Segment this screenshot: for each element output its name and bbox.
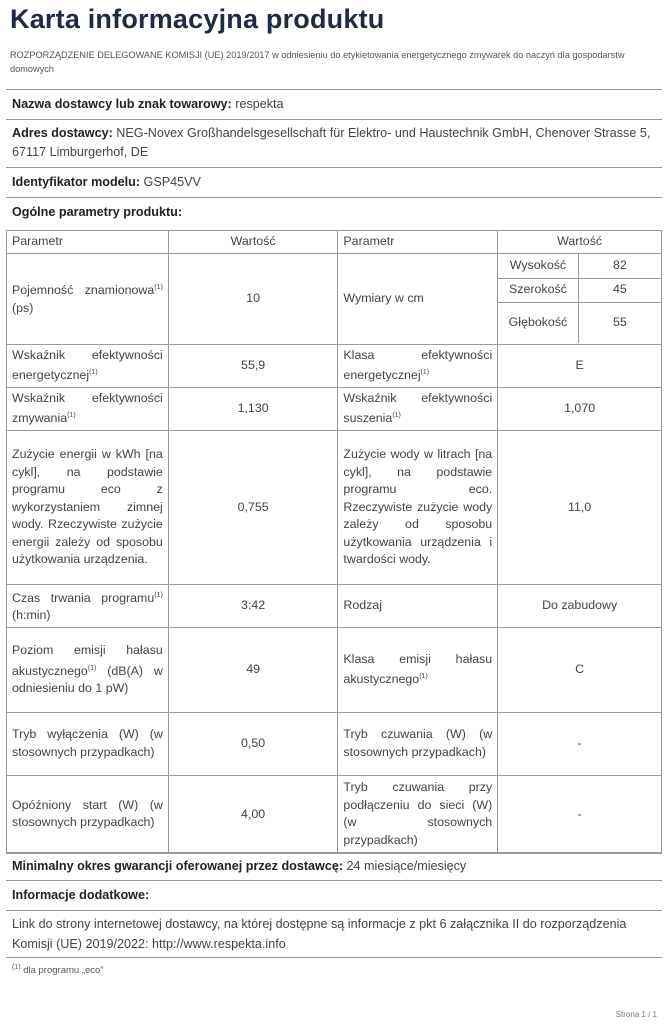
header-value-2: Wartość (498, 231, 662, 254)
delay-value: 4,00 (168, 775, 338, 853)
additional-text: Link do strony internetowej dostawcy, na której dostępne są informacje z pkt 6 załącznika II do rozporządzenia Komisji (UE) 2019/2022: (12, 917, 627, 951)
table-row (7, 627, 662, 712)
warranty-label: Minimalny okres gwarancji oferowanej przez dostawcę: (12, 859, 344, 873)
width-value: 45 (578, 278, 661, 302)
dimensions-table (498, 254, 661, 343)
additional-row (6, 880, 662, 910)
off-mode-value: 0,50 (168, 712, 338, 775)
eei-value: 55,9 (168, 344, 338, 387)
cleaning-label: Wskaźnik efektywności zmywania$^{(1)}$ (7, 387, 169, 430)
duration-label: Czas trwania programu$^{(1)}$ (h:min) (7, 584, 169, 627)
header-param-1: Parametr (7, 231, 169, 254)
dimensions-cell (498, 253, 662, 344)
website-link[interactable]: http://www.respekta.info (152, 937, 286, 951)
energy-class-label: Klasa efektywności energetycznej$^{(1)}$ (338, 344, 498, 387)
table-row (7, 775, 662, 853)
table-header-row (7, 231, 662, 254)
footnote (12, 964, 103, 976)
noise-class-label: Klasa emisji hałasu akustycznego$^{(1)}$ (338, 627, 498, 712)
table-row (7, 387, 662, 430)
capacity-value: 10 (168, 253, 338, 344)
footnote-marker: (1) (12, 964, 21, 971)
network-standby-value: - (498, 775, 662, 853)
energy-use-label: Zużycie energii w kWh [na cykl], na podstawie programu eco z wykorzystaniem zimnej wody. Rzeczywiste zużycie energii zależy od sposobu użytkowania urządzenia. (7, 430, 169, 584)
delay-label: Opóźniony start (W) (w stosownych przypadkach) (7, 775, 169, 853)
type-value: Do zabudowy (498, 584, 662, 627)
warranty-value: 24 miesiące/miesięcy (346, 859, 467, 873)
regulation-text: ROZPORZĄDZENIE DELEGOWANE KOMISJI (UE) 2019/2017 w odniesieniu do etykietowania energetycznego zmywarek do naczyń dla gospodarstw domowych (10, 50, 625, 74)
depth-value: 55 (578, 302, 661, 343)
energy-class-value: E (498, 344, 662, 387)
water-use-value: 11,0 (498, 430, 662, 584)
standby-label: Tryb czuwania (W) (w stosownych przypadkach) (338, 712, 498, 775)
supplier-value: respekta (235, 97, 284, 111)
eei-label: Wskaźnik efektywności energetycznej$^{(1)}$ (7, 344, 169, 387)
type-label: Rodzaj (338, 584, 498, 627)
table-row (7, 712, 662, 775)
additional-label: Informacje dodatkowe: (12, 888, 150, 902)
noise-value: 49 (168, 627, 338, 712)
additional-text-row (6, 910, 662, 958)
table-row (7, 344, 662, 387)
footnote-text: dla programu „eco” (23, 965, 104, 977)
noise-class-value: C (498, 627, 662, 712)
standby-value: - (498, 712, 662, 775)
drying-label: Wskaźnik efektywności suszenia$^{(1)}$ (338, 387, 498, 430)
parameters-table (6, 230, 662, 854)
network-standby-label: Tryb czuwania przy podłączeniu do sieci (W) (w stosownych przypadkach) (338, 775, 498, 853)
water-use-label: Zużycie wody w litrach [na cykl], na podstawie programu eco. Rzeczywiste zużycie wody zależy od sposobu użytkowania urządzenia i twardości wody. (338, 430, 498, 584)
capacity-label: Pojemność znamionowa$^{(1)}$ (ps) (7, 253, 169, 344)
header-param-2: Parametr (338, 231, 498, 254)
width-label: Szerokość (498, 278, 578, 302)
cleaning-value: 1,130 (168, 387, 338, 430)
page-title: Karta informacyjna produktu (10, 4, 385, 34)
drying-value: 1,070 (498, 387, 662, 430)
page-number: Strona 1 / 1 (615, 1010, 657, 1019)
supplier-label: Nazwa dostawcy lub znak towarowy: (12, 97, 232, 111)
address-row (6, 119, 662, 167)
noise-label: Poziom emisji hałasu akustycznego$^{(1)}$ (dB(A) w odniesieniu do 1 pW) (7, 627, 169, 712)
dimensions-label: Wymiary w cm (338, 253, 498, 344)
general-row (6, 197, 662, 230)
warranty-row (6, 852, 662, 880)
energy-use-value: 0,755 (168, 430, 338, 584)
general-label: Ogólne parametry produktu: (12, 205, 183, 219)
table-row (7, 584, 662, 627)
table-row (7, 430, 662, 584)
off-mode-label: Tryb wyłączenia (W) (w stosownych przypadkach) (7, 712, 169, 775)
model-value: GSP45VV (143, 175, 201, 189)
height-label: Wysokość (498, 254, 578, 278)
height-value: 82 (578, 254, 661, 278)
header-value-1: Wartość (168, 231, 338, 254)
duration-value: 3:42 (168, 584, 338, 627)
address-label: Adres dostawcy: (12, 126, 113, 140)
model-label: Identyfikator modelu: (12, 175, 141, 189)
depth-label: Głębokość (498, 302, 578, 343)
table-row (7, 253, 662, 344)
model-row (6, 167, 662, 197)
address-value: NEG-Novex Großhandelsgesellschaft für Elektro- und Haustechnik GmbH, Chenover Strasse 5, 67117 Limburgerhof, DE (12, 126, 651, 159)
supplier-row (6, 89, 662, 119)
